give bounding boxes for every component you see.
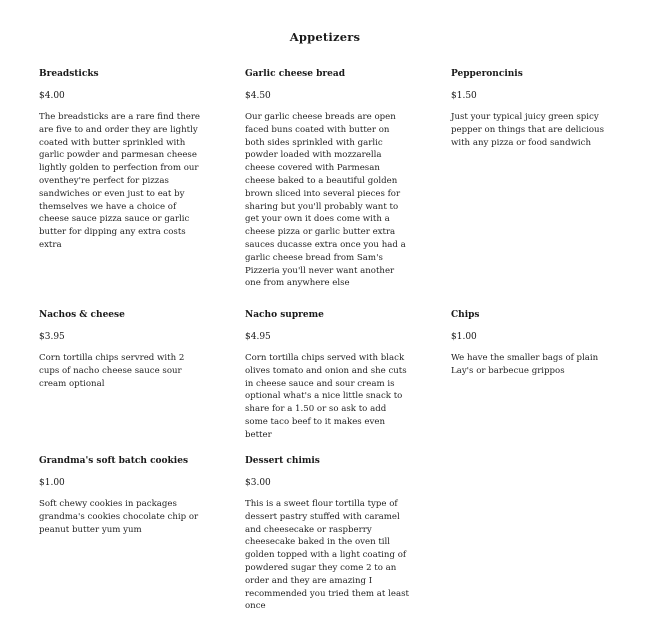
menu-item-grandmas-cookies [39, 455, 204, 536]
item-description: Soft chewy cookies in packages grandma's cookies chocolate chip or peanut butter yum yum [39, 499, 199, 535]
item-description: This is a sweet flour tortilla type of dessert pastry stuffed with caramel and cheesecake or raspberry cheesecake baked in the oven till golden topped with a light coating of powdered sugar they come 2 to an order and they are amazing I recommended you tried them at least once [245, 499, 409, 612]
item-price: $1.00 [39, 478, 65, 488]
menu-item-pepperoncinis [451, 68, 616, 149]
menu-item-chips [451, 309, 616, 378]
item-name: Nachos & cheese [39, 310, 125, 320]
item-price: $1.50 [451, 91, 477, 101]
item-price: $4.00 [39, 91, 65, 101]
item-name: Grandma's soft batch cookies [39, 456, 189, 466]
item-description: Corn tortilla chips served with black olives tomato and onion and she cuts in cheese sauce and sour cream is optional what's a nice little snack to share for a 1.50 or so ask to add some taco beef to it makes even better [245, 353, 407, 440]
item-name: Dessert chimis [245, 456, 320, 466]
item-price: $3.00 [245, 478, 271, 488]
item-description: Just your typical juicy green spicy pepper on things that are delicious with any pizza or food sandwich [451, 112, 604, 148]
item-name: Breadsticks [39, 69, 99, 79]
menu-row [39, 309, 619, 455]
menu-grid [39, 68, 619, 613]
item-price: $3.95 [39, 332, 65, 342]
item-price: $1.00 [451, 332, 477, 342]
item-price: $4.95 [245, 332, 271, 342]
item-description: Our garlic cheese breads are open faced buns coated with butter on both sides sprinkled with garlic powder loaded with mozzarella cheese covered with Parmesan cheese baked to a beautiful golden brown sliced into several pieces for sharing but you'll probably want to get your own it does come with a cheese pizza or garlic butter extra sauces ducasse extra once you had a garlic cheese bread from Sam's Pizzeria you'll never want another one from anywhere else [245, 112, 406, 289]
item-name: Chips [451, 310, 480, 320]
menu-item-nacho-supreme [245, 309, 410, 442]
item-name: Nacho supreme [245, 310, 324, 320]
item-description: We have the smaller bags of plain Lay's or barbecue grippos [451, 353, 599, 376]
item-name: Pepperoncinis [451, 69, 523, 79]
item-name: Garlic cheese bread [245, 69, 345, 79]
menu-row [39, 68, 619, 309]
menu-item-dessert-chimis [245, 455, 410, 613]
section-title: Appetizers [289, 29, 361, 44]
menu-row [39, 455, 619, 613]
item-price: $4.50 [245, 91, 271, 101]
menu-item-nachos-cheese [39, 309, 204, 390]
menu-item-garlic-cheese-bread [245, 68, 410, 290]
item-description: The breadsticks are a rare find there are five to and order they are lightly coated with butter sprinkled with garlic powder and parmesan cheese lightly golden to perfection from our oventhey're perfect for pizzas sandwiches or even just to eat by themselves we have a choice of cheese sauce pizza sauce or garlic butter for dipping any extra costs extra [39, 112, 201, 250]
item-description: Corn tortilla chips servred with 2 cups of nacho cheese sauce sour cream optional [39, 353, 185, 389]
menu-item-breadsticks [39, 68, 204, 252]
